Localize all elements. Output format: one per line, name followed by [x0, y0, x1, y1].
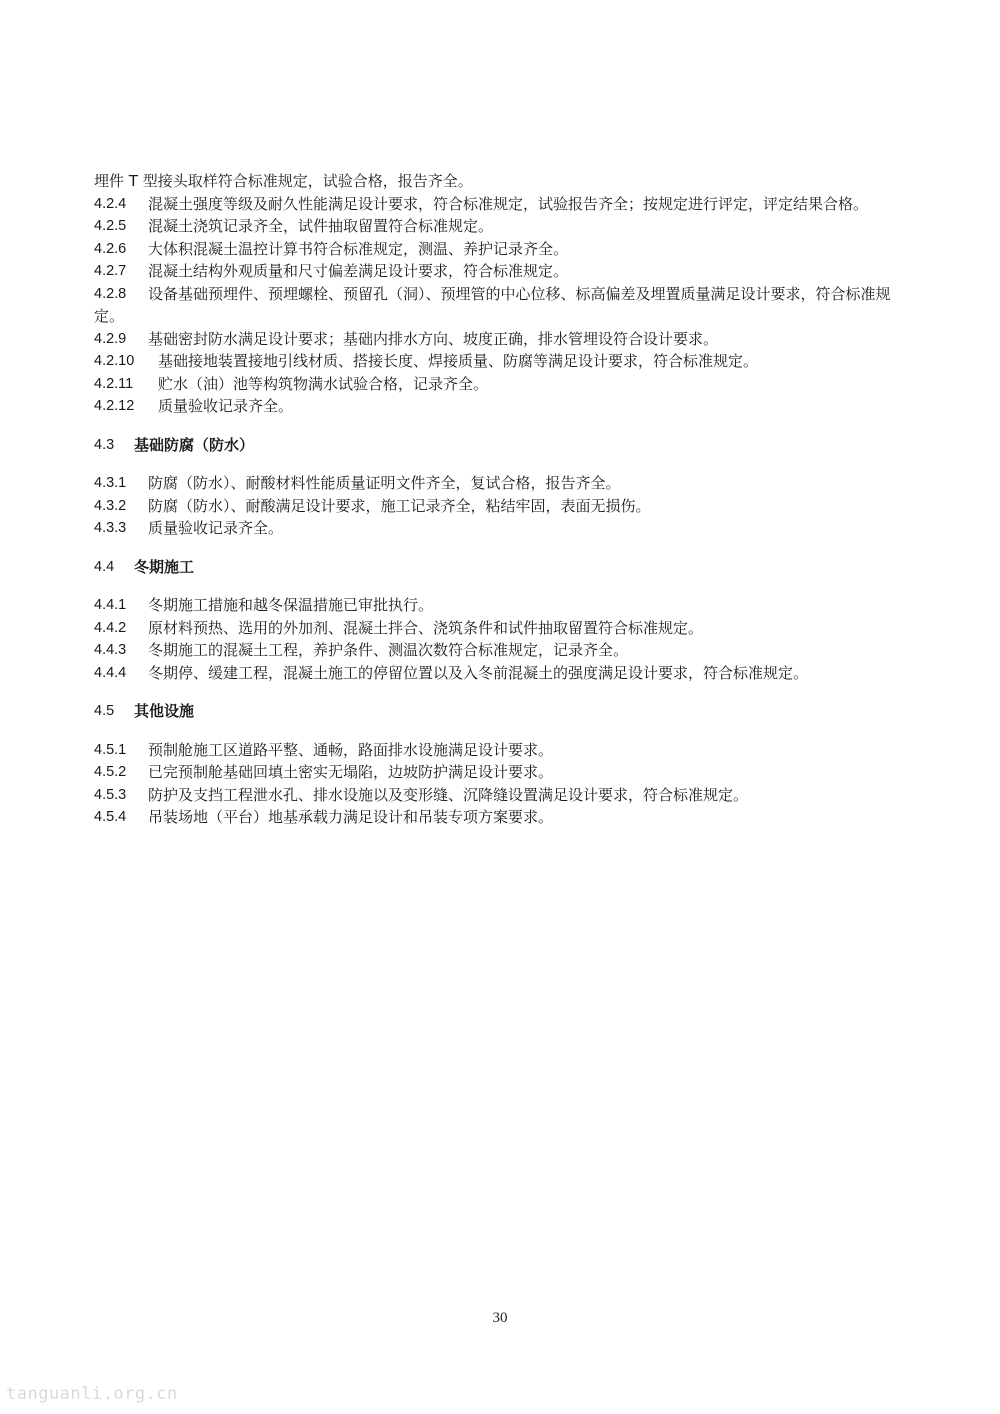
clause-4-4-2	[94, 617, 904, 640]
clause-text: 防腐（防水）、耐酸材料性能质量证明文件齐全，复试合格，报告齐全。	[148, 474, 621, 492]
clause-number: 4.4.3	[94, 642, 127, 658]
clause-4-2-8	[94, 283, 904, 328]
clause-text: 混凝土强度等级及耐久性能满足设计要求，符合标准规定，试验报告齐全；按规定进行评定，评定结果合格。	[148, 194, 869, 213]
clause-4-4-3	[94, 639, 904, 662]
clause-text: 预制舱施工区道路平整、通畅，路面排水设施满足设计要求。	[148, 740, 554, 759]
clause-number: 4.3.3	[94, 520, 127, 536]
clause-number: 4.2.8	[94, 285, 127, 302]
clause-text: 基础密封防水满足设计要求；基础内排水方向、坡度正确，排水管埋设符合设计要求。	[148, 329, 719, 348]
clause-text: 冬期停、缓建工程，混凝土施工的停留位置以及入冬前混凝土的强度满足设计要求，符合标准规定。	[148, 663, 809, 682]
clause-4-5-4	[94, 806, 904, 829]
clause-4-5-3	[94, 784, 904, 807]
clause-4-2-6	[94, 238, 904, 261]
clause-text: 混凝土浇筑记录齐全，试件抽取留置符合标准规定。	[148, 217, 494, 235]
clause-number: 4.5.3	[94, 786, 127, 803]
clause-4-2-5	[94, 215, 904, 238]
clause-text: 防腐（防水）、耐酸满足设计要求，施工记录齐全，粘结牢固，表面无损伤。	[148, 496, 651, 515]
clause-4-3-3	[94, 517, 904, 540]
clause-number: 4.2.7	[94, 263, 127, 279]
clause-4-2-4	[94, 193, 904, 216]
clause-4-2-11	[94, 373, 904, 396]
section-4-2-items	[94, 193, 904, 418]
site-watermark: tanguanli.org.cn	[6, 1384, 178, 1404]
clause-text: 质量验收记录齐全。	[158, 397, 294, 415]
clause-text: 混凝土结构外观质量和尺寸偏差满足设计要求，符合标准规定。	[148, 262, 569, 280]
clause-text: 基础接地装置接地引线材质、搭接长度、焊接质量、防腐等满足设计要求，符合标准规定。	[158, 352, 759, 370]
clause-number: 4.4.4	[94, 664, 127, 681]
section-number: 4.5	[94, 703, 115, 719]
page-content	[94, 170, 904, 829]
clause-number: 4.2.11	[94, 375, 134, 392]
intro-line: 埋件 T 型接头取样符合标准规定，试验合格，报告齐全。	[94, 172, 473, 190]
clause-number: 4.4.2	[94, 619, 127, 636]
clause-text: 原材料预热、选用的外加剂、混凝土拌合、浇筑条件和试件抽取留置符合标准规定。	[148, 618, 704, 637]
section-heading-4-3	[94, 434, 904, 457]
section-4-4-items	[94, 594, 904, 684]
clause-text: 设备基础预埋件、预埋螺栓、预留孔（洞）、预埋管的中心位移、标高偏差及埋置质量满足设计要求，符合标准规定。	[94, 284, 891, 325]
clause-text: 防护及支挡工程泄水孔、排水设施以及变形缝、沉降缝设置满足设计要求，符合标准规定。	[148, 785, 749, 804]
clause-text: 大体积混凝土温控计算书符合标准规定，测温、养护记录齐全。	[148, 239, 569, 258]
clause-text: 冬期施工措施和越冬保温措施已审批执行。	[148, 596, 434, 614]
clause-text: 已完预制舱基础回填土密实无塌陷，边坡防护满足设计要求。	[148, 763, 554, 781]
clause-4-5-2	[94, 761, 904, 784]
section-heading-4-5	[94, 700, 904, 723]
clause-4-2-7	[94, 260, 904, 283]
clause-number: 4.3.2	[94, 497, 127, 514]
section-4-3-items	[94, 472, 904, 540]
section-number: 4.3	[94, 436, 115, 453]
clause-number: 4.5.2	[94, 764, 127, 780]
clause-4-2-9	[94, 328, 904, 351]
section-title: 基础防腐（防水）	[134, 435, 255, 454]
clause-number: 4.2.12	[94, 398, 135, 414]
clause-number: 4.2.6	[94, 240, 127, 257]
section-number: 4.4	[94, 558, 115, 575]
page-number: 30	[492, 1310, 508, 1326]
clause-number: 4.3.1	[94, 475, 127, 491]
clause-number: 4.2.10	[94, 353, 135, 369]
clause-number: 4.5.4	[94, 809, 127, 825]
clause-text: 贮水（油）池等构筑物满水试验合格，记录齐全。	[158, 374, 489, 393]
clause-4-2-12	[94, 395, 904, 418]
clause-4-4-4	[94, 662, 904, 685]
clause-4-3-1	[94, 472, 904, 495]
clause-text: 吊装场地（平台）地基承载力满足设计和吊装专项方案要求。	[148, 808, 554, 826]
section-4-5-items	[94, 739, 904, 829]
clause-4-4-1	[94, 594, 904, 617]
section-heading-4-4	[94, 556, 904, 579]
section-title: 冬期施工	[134, 557, 195, 576]
clause-number: 4.2.5	[94, 218, 127, 234]
clause-text: 质量验收记录齐全。	[148, 519, 284, 537]
clause-4-3-2	[94, 495, 904, 518]
clause-number: 4.2.4	[94, 195, 127, 212]
clause-4-2-10	[94, 350, 904, 373]
clause-number: 4.4.1	[94, 597, 127, 613]
clause-text: 冬期施工的混凝土工程，养护条件、测温次数符合标准规定，记录齐全。	[148, 641, 629, 659]
clause-number: 4.5.1	[94, 741, 127, 758]
clause-4-5-1	[94, 739, 904, 762]
section-title: 其他设施	[134, 702, 195, 720]
clause-number: 4.2.9	[94, 330, 127, 347]
